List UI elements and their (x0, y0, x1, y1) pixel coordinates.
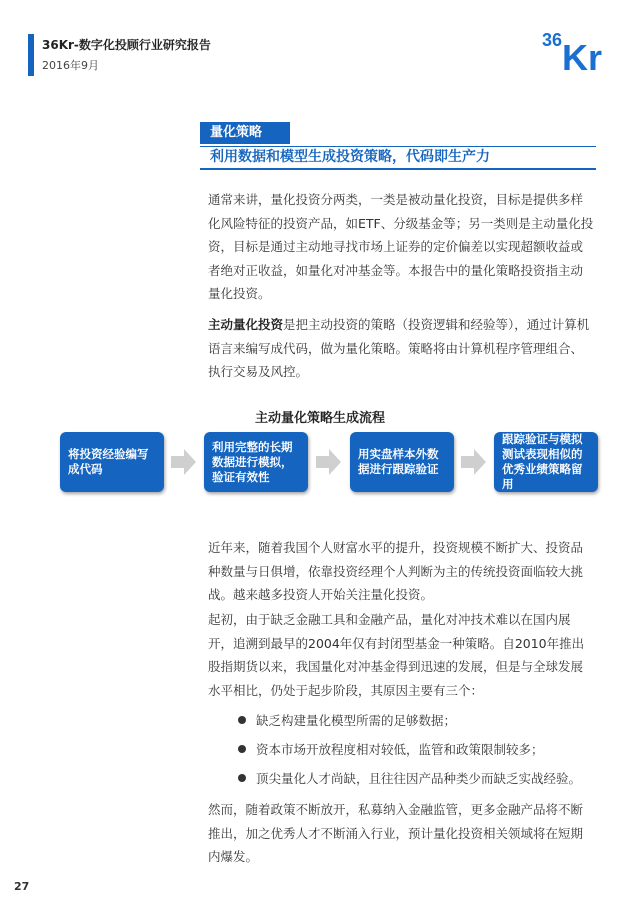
svg-text:Kr: Kr (562, 37, 603, 72)
flow-step-label: 用实盘样本外数据进行跟踪验证 (358, 447, 439, 476)
flow-step-4 (494, 432, 598, 492)
header-accent-bar (28, 34, 34, 76)
paragraph-history: 起初，由于缺乏金融工具和金融产品，量化对冲技术难以在国内展开，追溯到最早的2004年仅有封闭型基金一种策略。自2010年推出股指期货以来，我国量化对冲基金得到迅速的发展，但是与全球发展水平相比，仍处于起步阶段，其原因主要有三个： (208, 612, 585, 698)
bullet-icon (238, 716, 246, 724)
flow-step-label: 利用完整的长期数据进行模拟，验证有效性 (212, 439, 293, 484)
list-item (238, 706, 598, 735)
page-number: 27 (14, 880, 30, 893)
flow-step-label: 跟踪验证与模拟测试表现相似的优秀业绩策略留用 (502, 432, 583, 491)
paragraph-outlook: 然而，随着政策不断放开，私募纳入金融监管，更多金融产品将不断推出，加之优秀人才不断涌入行业，预计量化投资相关领域将在短期内爆发。 (208, 802, 584, 864)
flow-arrow-icon (171, 448, 197, 476)
section-subtitle: 利用数据和模型生成投资策略，代码即生产力 (200, 146, 596, 170)
flow-step-1 (60, 432, 164, 492)
definition-text: 是把主动投资的策略（投资逻辑和经验等），通过计算机语言来编写成代码，做为量化策略。策略将由计算机程序管理组合、执行交易及风控。 (208, 317, 590, 379)
report-title: 36Kr-数字化投顾行业研究报告 (42, 38, 211, 52)
flow-step-label: 将投资经验编写成代码 (68, 447, 149, 476)
36kr-logo (540, 26, 620, 72)
list-item (238, 735, 598, 764)
flow-step-3 (350, 432, 454, 492)
definition-term: 主动量化投资 (208, 317, 284, 332)
flow-arrow-icon (461, 448, 487, 476)
list-item-text: 缺乏构建量化模型所需的足够数据； (256, 713, 457, 728)
list-item-text: 顶尖量化人才尚缺，且往往因产品种类少而缺乏实战经验。 (256, 771, 582, 786)
bullet-icon (238, 774, 246, 782)
svg-text:36: 36 (542, 30, 563, 50)
reasons-list (238, 706, 598, 793)
paragraph-definition (208, 313, 594, 384)
section-tag: 量化策略 (200, 122, 290, 144)
list-item-text: 资本市场开放程度相对较低，监管和政策限制较多； (256, 742, 544, 757)
flow-arrow-icon (316, 448, 342, 476)
report-date: 2016年9月 (42, 59, 99, 72)
paragraph-background: 近年来，随着我国个人财富水平的提升，投资规模不断扩大、投资品种数量与日俱增，依靠投资经理个人判断为主的传统投资面临较大挑战。越来越多投资人开始关注量化投资。 (208, 540, 584, 602)
flow-step-2 (204, 432, 308, 492)
paragraph-intro: 通常来讲，量化投资分两类，一类是被动量化投资，目标是提供多样化风险特征的投资产品，如ETF、分级基金等；另一类则是主动量化投资，目标是通过主动地寻找市场上证券的定价偏差以实现超额收益或者绝对正收益，如量化对冲基金等。本报告中的量化策略投资指主动量化投资。 (208, 192, 594, 301)
list-item (238, 764, 598, 793)
bullet-icon (238, 745, 246, 753)
flow-title: 主动量化策略生成流程 (254, 411, 385, 426)
